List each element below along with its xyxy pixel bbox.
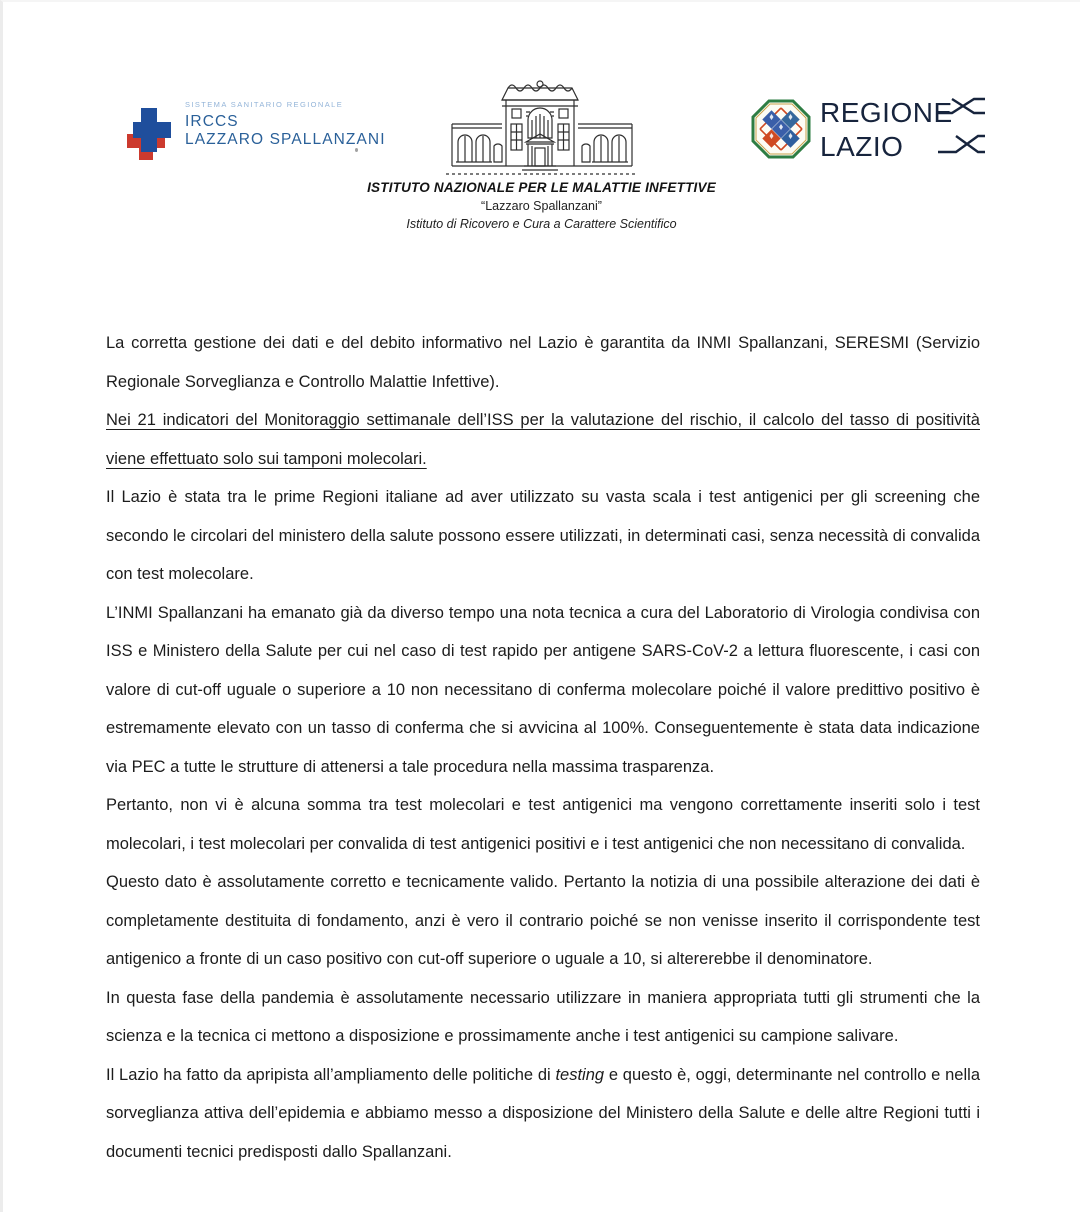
sistema-sanitario-label: SISTEMA SANITARIO REGIONALE [185,100,344,109]
institute-building-illustration [444,76,640,178]
regione-lazio-logo [750,96,985,164]
paragraph-1: La corretta gestione dei dati e del debito informativo nel Lazio è garantita da INMI Spallanzani, SERESMI (Servizio Regionale Sorveglianza e Controllo Malattie Infettive). [106,334,980,391]
regione-lazio-emblem-icon [750,98,812,164]
paragraph-4: L’INMI Spallanzani ha emanato già da diverso tempo una nota tecnica a cura del Laboratorio di Virologia condivisa con ISS e Ministero della Salute per cui nel caso di test rapido per antigene SARS-CoV-2 a lettura fluorescente, i casi con valore di cut-off uguale o superiore a 10 non necessitano di conferma molecolare poiché il valore predittivo positivo è estremamente elevato con un tasso di conferma che si avvicina al 100%. Conseguentemente è stata data indicazione via PEC a tutte le strutture di attenersi a tale procedura nella massima trasparenza. [106,603,980,776]
paragraph-7: In questa fase della pandemia è assolutamente necessario utilizzare in maniera appropriata tutti gli strumenti che la scienza e la tecnica ci mettono a disposizione e prossimamente anche i test antigenici su campione salivare. [106,988,980,1045]
medical-cross-icon [119,102,175,162]
institute-header [332,76,752,231]
paragraph-5: Pertanto, non vi è alcuna somma tra test molecolari e test antigenici ma vengono correttamente inseriti solo i test molecolari, i test molecolari per convalida di test antigenici positivi e i test antigenici che non necessitano di convalida. [106,796,980,853]
italic-word-testing: testing [555,1065,605,1084]
regione-lazio-wordmark [820,96,985,164]
paragraph-2-underlined: Nei 21 indicatori del Monitoraggio settimanale dell’ISS per la valutazione del rischio, il calcolo del tasso di positività viene effettuato solo sui tamponi molecolari. [106,411,980,468]
institute-descriptor: Istituto di Ricovero e Cura a Carattere Scientifico [406,217,677,231]
letterhead [3,2,1080,242]
paragraph-3: Il Lazio è stata tra le prime Regioni italiane ad aver utilizzato su vasta scala i test antigenici per gli screening che secondo le circolari del ministero della salute possono essere utilizzati, in determinati casi, senza necessità di convalida con test molecolare. [106,488,980,583]
institute-title: ISTITUTO NAZIONALE PER LE MALATTIE INFETTIVE [367,180,716,195]
irccs-name-line2: LAZZARO SPALLANZANI [185,131,386,148]
regione-text: REGIONE [820,97,953,128]
lazio-text: LAZIO [820,131,904,162]
institute-quoted-name: “Lazzaro Spallanzani” [481,199,602,213]
irccs-name-line1: IRCCS [185,113,239,130]
letter-body [106,324,980,1171]
paragraph-6: Questo dato è assolutamente corretto e tecnicamente valido. Pertanto la notizia di una possibile alterazione dei dati è completamente destituita di fondamento, anzi è vero il contrario poiché se non venisse inserito il corrispondente test antigenico a fronte di un caso positivo con cut-off superiore o uguale a 10, si altererebbe il denominatore. [106,873,980,968]
paragraph-8: Il Lazio ha fatto da apripista all’ampliamento delle politiche di testing e questo è, oggi, determinante nel controllo e nella sorveglianza attiva dell’epidemia e abbiamo messo a disposizione del Ministero della Salute e delle altre Regioni tutti i documenti tecnici predisposti dallo Spallanzani. [106,1065,980,1161]
